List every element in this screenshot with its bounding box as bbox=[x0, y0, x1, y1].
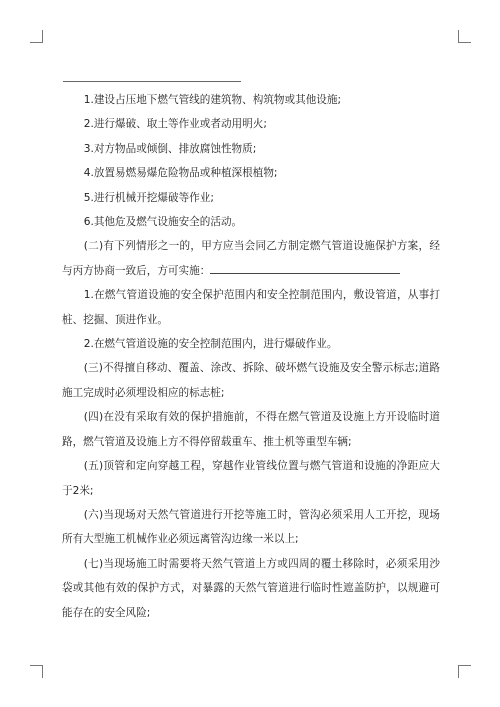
crop-mark-top-right bbox=[458, 30, 471, 43]
item-2: 2.进行爆破、取土等作业或者动用明火; bbox=[83, 118, 267, 131]
crop-mark-bottom-right bbox=[458, 665, 471, 678]
clause-2-item-1: 1.在燃气管道设施的安全保护范围内和安全控制范围内，敷设管道，从事打桩、挖掘、顶进作业。 bbox=[62, 289, 440, 326]
item-4: 4.放置易燃易爆危险物品或种植深根植物; bbox=[83, 167, 278, 180]
item-3: 3.对方物品或倾倒、排放腐蚀性物质; bbox=[83, 142, 257, 155]
clause-2-text: (二)有下列情形之一的，甲方应当会同乙方制定燃气管道设施保护方案，经与丙方协商一致后，方可实施： bbox=[62, 240, 440, 277]
clause-5: (五)顶管和定向穿越工程，穿越作业管线位置与燃气管道和设施的净距应大于2米; bbox=[62, 460, 440, 497]
top-rule bbox=[63, 81, 241, 82]
crop-mark-bottom-left bbox=[30, 665, 43, 678]
clause-2 bbox=[62, 234, 440, 283]
clause-3: (三)不得擅自移动、覆盖、涂改、拆除、破坏燃气设施及安全警示标志;道路施工完成时必须埋设相应的标志桩; bbox=[62, 362, 440, 399]
crop-mark-top-left bbox=[30, 30, 43, 43]
clause-4: (四)在没有采取有效的保护措施前，不得在燃气管道及设施上方开设临时道路，燃气管道及设施上方不得停留载重车、推土机等重型车辆; bbox=[62, 411, 440, 448]
clause-2-item-2: 2.在燃气管道设施的安全控制范围内，进行爆破作业。 bbox=[83, 338, 338, 351]
item-1: 1.建设占压地下燃气管线的建筑物、构筑物或其他设施; bbox=[83, 94, 342, 106]
document-body bbox=[62, 88, 440, 625]
fill-in-blank[interactable] bbox=[210, 262, 400, 274]
clause-7: (七)当现场施工时需要将天然气管道上方或四周的覆土移除时，必须采用沙袋或其他有效的保护方式，对暴露的天然气管道进行临时性遮盖防护，以规避可能存在的安全风险; bbox=[62, 557, 440, 619]
clause-6: (六)当现场对天然气管道进行开挖等施工时，管沟必须采用人工开挖，现场所有大型施工机械作业必须远离管沟边缘一米以上; bbox=[62, 508, 440, 546]
item-6: 6.其他危及燃气设施安全的活动。 bbox=[83, 216, 243, 229]
item-5: 5.进行机械开挖爆破等作业; bbox=[83, 191, 214, 204]
